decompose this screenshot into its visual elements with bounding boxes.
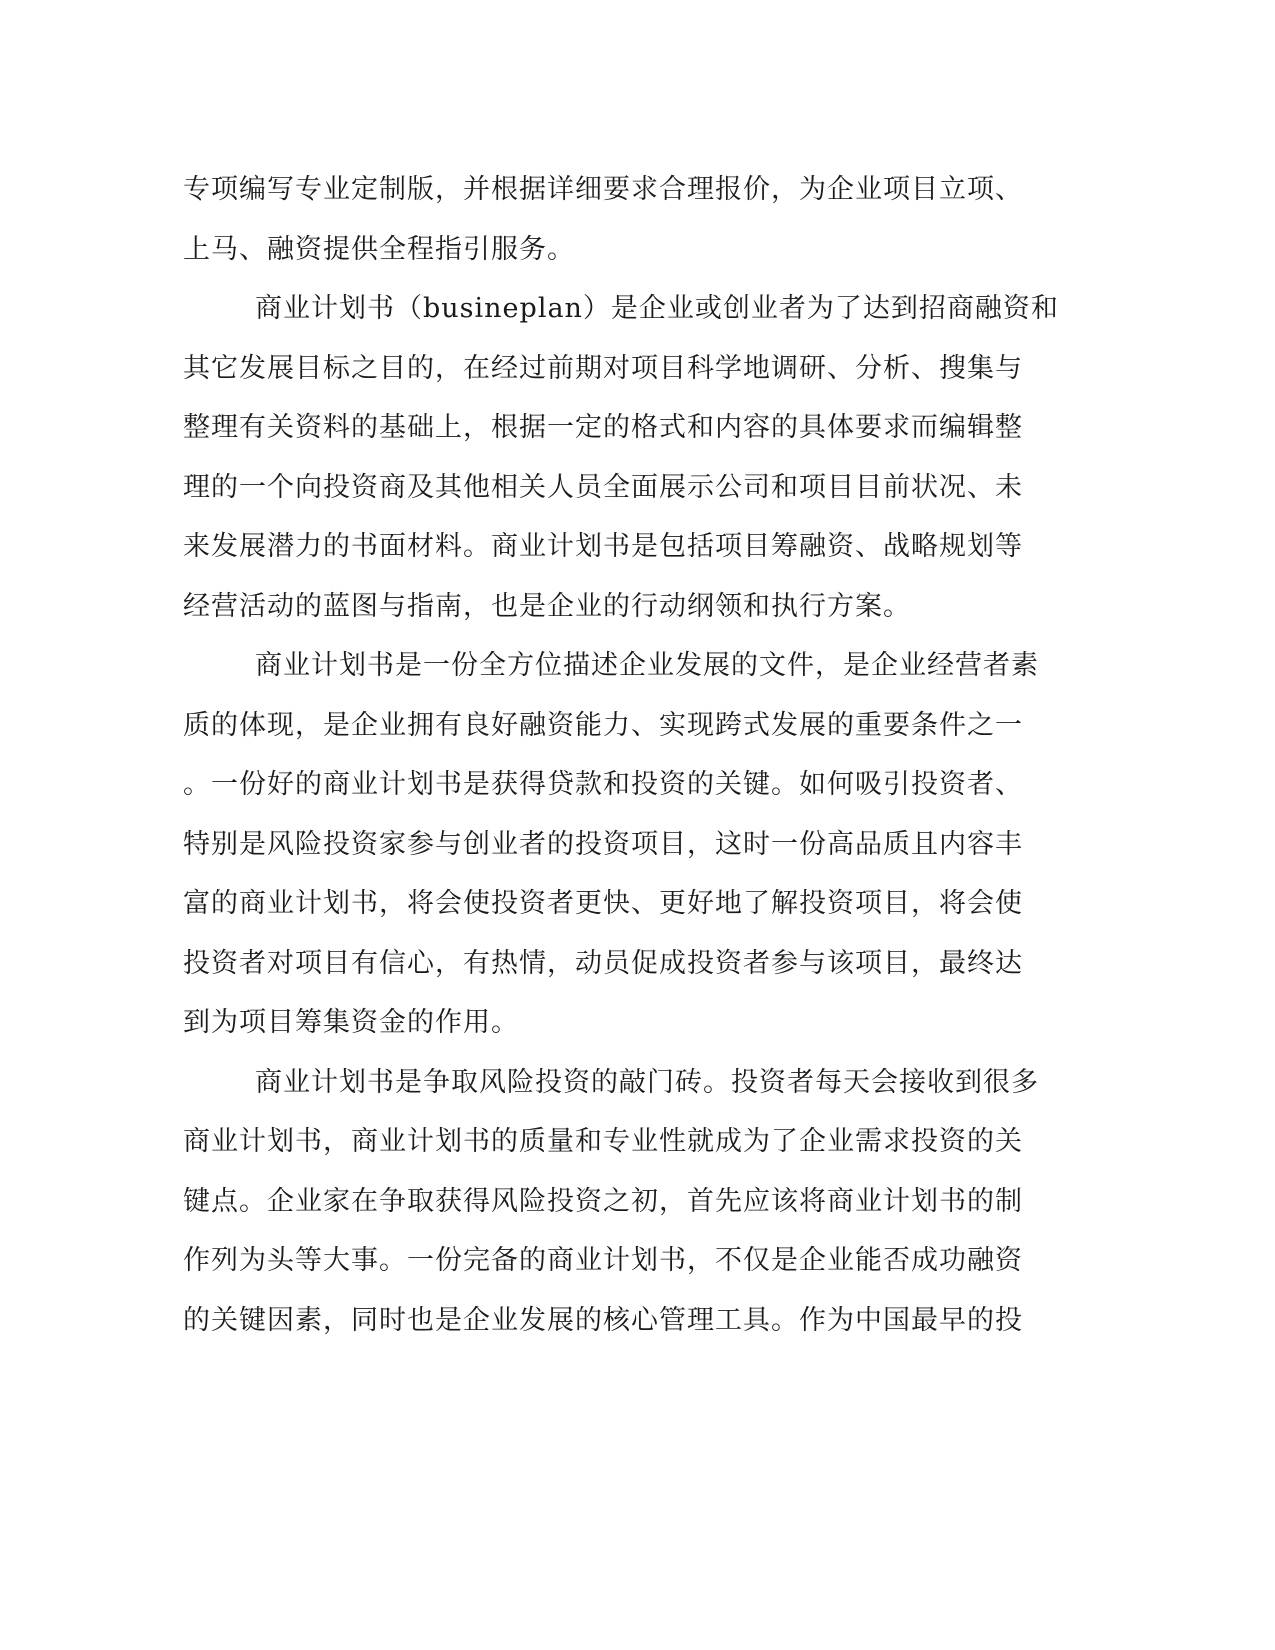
paragraph-3 <box>183 636 1043 1053</box>
paragraph-line: 商业计划书是一份全方位描述企业发展的文件，是企业经营者素 <box>255 650 1039 681</box>
paragraph-line: 其它发展目标之目的，在经过前期对项目科学地调研、分析、搜集与 <box>183 352 1023 384</box>
paragraph-line: 商业计划书，商业计划书的质量和专业性就成为了企业需求投资的关 <box>183 1126 1023 1157</box>
paragraph-1 <box>183 160 1043 279</box>
paragraph-line: 整理有关资料的基础上，根据一定的格式和内容的具体要求而编辑整 <box>183 412 1023 443</box>
document-body <box>183 160 1059 1350</box>
paragraph-line: 投资者对项目有信心，有热情，动员促成投资者参与该项目，最终达 <box>183 947 1023 979</box>
paragraph-4 <box>183 1053 1043 1351</box>
paragraph-line: 富的商业计划书，将会使投资者更快、更好地了解投资项目，将会使 <box>183 888 1023 919</box>
paragraph-line: 到为项目筹集资金的作用。 <box>183 1007 519 1038</box>
paragraph-line: 质的体现，是企业拥有良好融资能力、实现跨式发展的重要条件之一 <box>183 709 1023 741</box>
paragraph-line: 理的一个向投资商及其他相关人员全面展示公司和项目目前状况、未 <box>183 471 1023 503</box>
paragraph-line: 。一份好的商业计划书是获得贷款和投资的关键。如何吸引投资者、 <box>183 769 1023 800</box>
paragraph-line: 商业计划书是争取风险投资的敲门砖。投资者每天会接收到很多 <box>255 1066 1039 1098</box>
paragraph-line: 经营活动的蓝图与指南，也是企业的行动纲领和执行方案。 <box>183 590 911 622</box>
paragraph-line: 上马、融资提供全程指引服务。 <box>183 233 575 265</box>
paragraph-line: 键点。企业家在争取获得风险投资之初，首先应该将商业计划书的制 <box>183 1185 1023 1217</box>
paragraph-line: 商业计划书（busineplan）是企业或创业者为了达到招商融资和 <box>255 293 1059 324</box>
paragraph-line: 特别是风险投资家参与创业者的投资项目，这时一份高品质且内容丰 <box>183 828 1023 860</box>
paragraph-2 <box>183 279 1059 636</box>
paragraph-line: 的关键因素，同时也是企业发展的核心管理工具。作为中国最早的投 <box>183 1304 1023 1336</box>
paragraph-line: 作列为头等大事。一份完备的商业计划书，不仅是企业能否成功融资 <box>183 1245 1023 1276</box>
paragraph-line: 来发展潜力的书面材料。商业计划书是包括项目筹融资、战略规划等 <box>183 531 1023 562</box>
paragraph-line: 专项编写专业定制版，并根据详细要求合理报价，为企业项目立项、 <box>183 174 1023 205</box>
